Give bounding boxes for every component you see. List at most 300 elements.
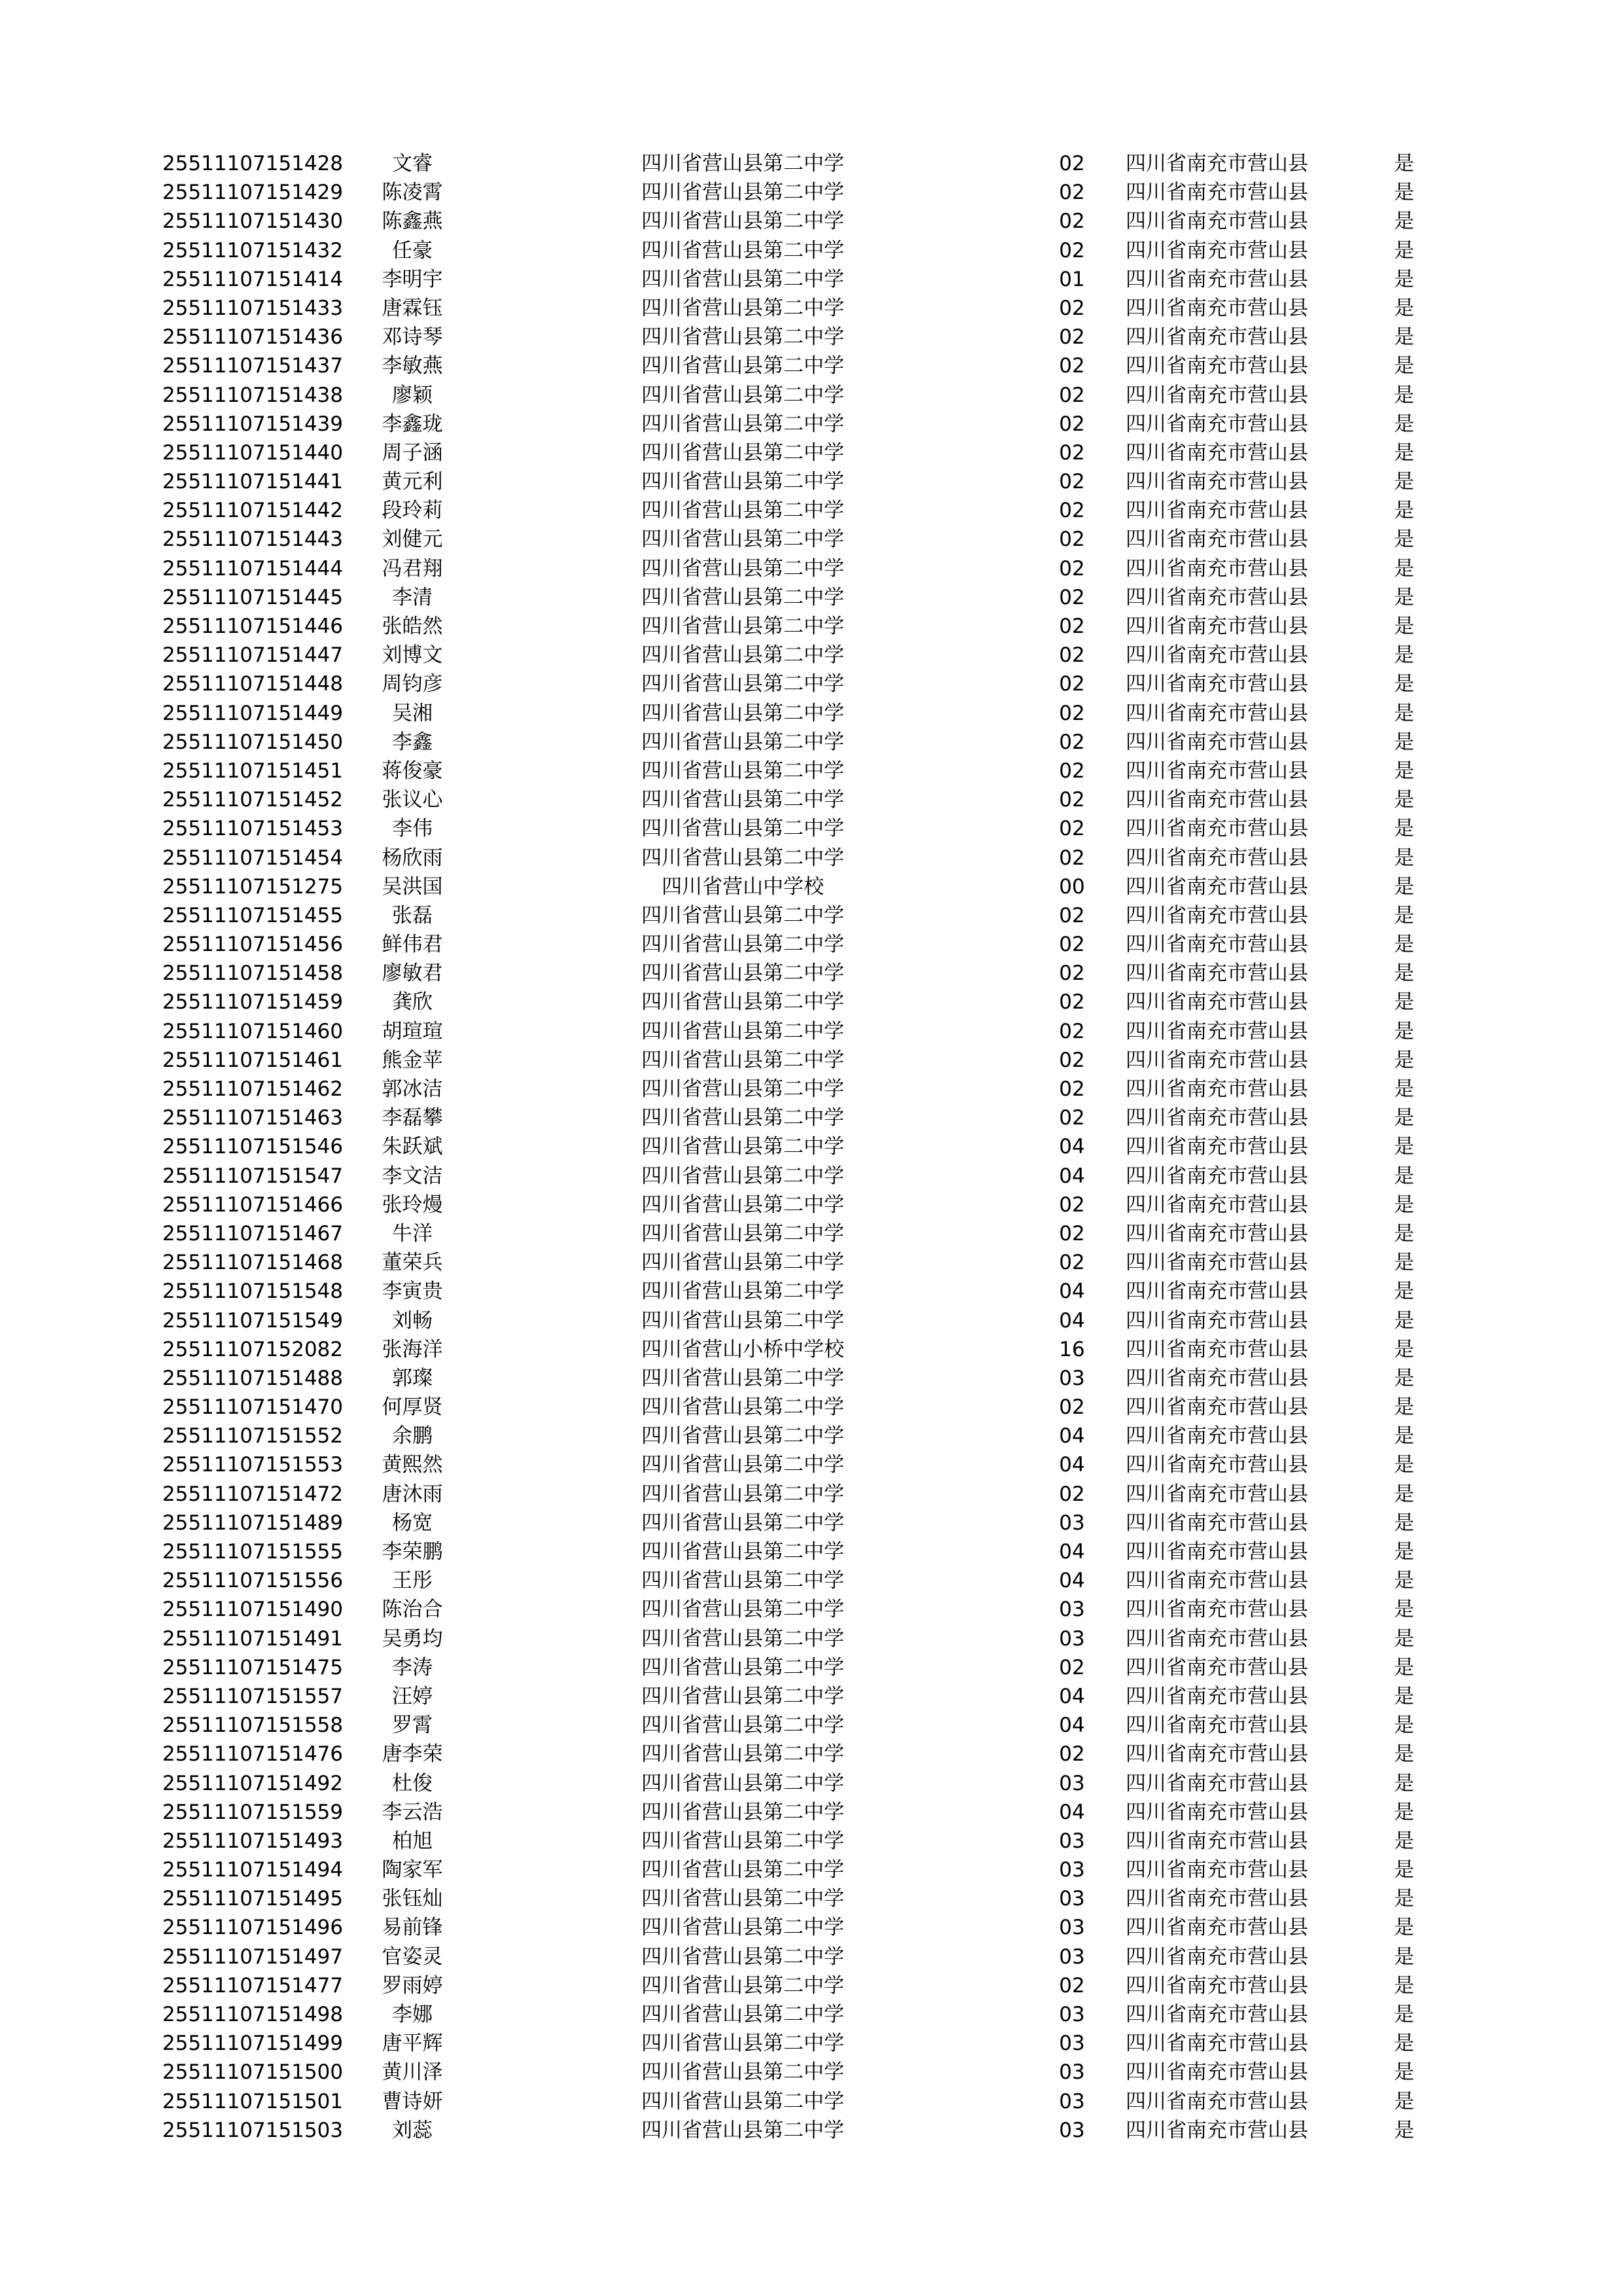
student-name: 何厚贤 — [382, 1395, 443, 1420]
table-row — [0, 1943, 1623, 1971]
school-code: 04 — [1059, 1280, 1085, 1304]
table-row — [0, 641, 1623, 670]
region-name: 四川省南充市营山县 — [1126, 152, 1308, 175]
status-flag: 是 — [1394, 759, 1414, 783]
region-name: 四川省南充市营山县 — [1126, 499, 1308, 523]
school-name: 四川省营山县第二中学 — [641, 1453, 844, 1477]
table-row — [0, 178, 1623, 207]
school-name: 四川省营山县第二中学 — [641, 1684, 844, 1708]
student-id: 25511107151433 — [162, 296, 344, 320]
region-name: 四川省南充市营山县 — [1126, 1048, 1308, 1072]
student-id: 25511107151428 — [162, 152, 344, 175]
student-id: 25511107151453 — [162, 817, 344, 841]
status-flag: 是 — [1394, 1569, 1414, 1593]
student-id: 25511107151449 — [162, 701, 344, 725]
region-name: 四川省南充市营山县 — [1126, 1771, 1308, 1795]
student-name: 刘蕊 — [392, 2118, 433, 2142]
status-flag: 是 — [1394, 2060, 1414, 2085]
student-id: 25511107151461 — [162, 1048, 344, 1072]
table-row — [0, 265, 1623, 294]
school-name: 四川省营山县第二中学 — [641, 354, 844, 378]
student-name: 蒋俊豪 — [382, 759, 443, 783]
status-flag: 是 — [1394, 1221, 1414, 1246]
region-name: 四川省南充市营山县 — [1126, 672, 1308, 696]
table-row — [0, 699, 1623, 728]
student-name: 陶家军 — [382, 1858, 443, 1882]
school-name: 四川省营山县第二中学 — [641, 1945, 844, 1969]
school-code: 02 — [1059, 325, 1085, 350]
school-name: 四川省营山县第二中学 — [641, 933, 844, 957]
school-code: 02 — [1059, 556, 1085, 581]
school-name: 四川省营山县第二中学 — [641, 1887, 844, 1911]
region-name: 四川省南充市营山县 — [1126, 1626, 1308, 1651]
school-code: 02 — [1059, 961, 1085, 986]
school-code: 04 — [1059, 1424, 1085, 1448]
table-row — [0, 1248, 1623, 1277]
student-id: 25511107151489 — [162, 1511, 344, 1535]
student-name: 朱跃斌 — [382, 1135, 443, 1159]
school-name: 四川省营山县第二中学 — [641, 209, 844, 234]
school-name: 四川省营山县第二中学 — [641, 1424, 844, 1448]
region-name: 四川省南充市营山县 — [1126, 730, 1308, 754]
region-name: 四川省南充市营山县 — [1126, 1164, 1308, 1188]
student-id: 25511107151495 — [162, 1887, 344, 1911]
student-id: 25511107151444 — [162, 556, 344, 581]
school-name: 四川省营山县第二中学 — [641, 181, 844, 205]
region-name: 四川省南充市营山县 — [1126, 354, 1308, 378]
status-flag: 是 — [1394, 238, 1414, 262]
region-name: 四川省南充市营山县 — [1126, 1337, 1308, 1361]
student-name: 张议心 — [382, 788, 443, 812]
status-flag: 是 — [1394, 152, 1414, 175]
school-name: 四川省营山县第二中学 — [641, 1713, 844, 1738]
school-name: 四川省营山县第二中学 — [641, 1858, 844, 1882]
table-row — [0, 1769, 1623, 1798]
student-id: 25511107151454 — [162, 846, 344, 870]
region-name: 四川省南充市营山县 — [1126, 181, 1308, 205]
student-id: 25511107151456 — [162, 933, 344, 957]
school-name: 四川省营山县第二中学 — [641, 2003, 844, 2026]
table-row — [0, 1595, 1623, 1624]
student-name: 黄熙然 — [382, 1453, 443, 1477]
student-id: 25511107151445 — [162, 585, 344, 609]
school-name: 四川省营山县第二中学 — [641, 1019, 844, 1043]
school-code: 03 — [1059, 1511, 1085, 1535]
school-name: 四川省营山县第二中学 — [641, 152, 844, 175]
student-name: 文睿 — [392, 152, 433, 175]
school-name: 四川省营山县第二中学 — [641, 585, 844, 609]
school-code: 02 — [1059, 440, 1085, 465]
school-code: 03 — [1059, 1598, 1085, 1622]
table-row — [0, 351, 1623, 380]
student-name: 唐霖钰 — [382, 296, 443, 320]
student-id: 25511107151441 — [162, 470, 344, 494]
region-name: 四川省南充市营山县 — [1126, 470, 1308, 494]
table-row — [0, 1509, 1623, 1537]
school-name: 四川省营山县第二中学 — [641, 1048, 844, 1072]
student-name: 周钧彦 — [382, 672, 443, 696]
student-name: 杨欣雨 — [382, 846, 443, 870]
status-flag: 是 — [1394, 2089, 1414, 2113]
table-row — [0, 1566, 1623, 1595]
school-code: 02 — [1059, 990, 1085, 1014]
student-name: 黄川泽 — [382, 2060, 443, 2085]
table-row — [0, 1364, 1623, 1393]
school-name: 四川省营山县第二中学 — [641, 1569, 844, 1593]
school-code: 02 — [1059, 788, 1085, 812]
student-id: 25511107151443 — [162, 528, 344, 552]
school-name: 四川省营山县第二中学 — [641, 325, 844, 350]
status-flag: 是 — [1394, 1395, 1414, 1420]
status-flag: 是 — [1394, 672, 1414, 696]
school-code: 04 — [1059, 1684, 1085, 1708]
status-flag: 是 — [1394, 1858, 1414, 1882]
status-flag: 是 — [1394, 296, 1414, 320]
school-name: 四川省营山中学校 — [662, 874, 824, 899]
student-id: 25511107151429 — [162, 181, 344, 205]
student-name: 杨宽 — [392, 1511, 433, 1535]
student-id: 25511107151472 — [162, 1482, 344, 1506]
status-flag: 是 — [1394, 961, 1414, 986]
status-flag: 是 — [1394, 412, 1414, 436]
table-row — [0, 2029, 1623, 2058]
school-name: 四川省营山县第二中学 — [641, 499, 844, 523]
table-row — [0, 901, 1623, 930]
school-code: 00 — [1059, 874, 1085, 899]
region-name: 四川省南充市营山县 — [1126, 788, 1308, 812]
school-code: 03 — [1059, 1916, 1085, 1940]
status-flag: 是 — [1394, 846, 1414, 870]
table-row — [0, 381, 1623, 410]
table-row — [0, 785, 1623, 814]
student-name: 张玲熳 — [382, 1193, 443, 1217]
student-name: 李云浩 — [382, 1800, 443, 1824]
status-flag: 是 — [1394, 1742, 1414, 1767]
student-name: 张钰灿 — [382, 1887, 443, 1911]
table-row — [0, 1335, 1623, 1364]
status-flag: 是 — [1394, 990, 1414, 1014]
student-name: 董荣兵 — [382, 1251, 443, 1275]
table-row — [0, 1653, 1623, 1682]
status-flag: 是 — [1394, 903, 1414, 927]
table-row — [0, 1624, 1623, 1653]
school-code: 02 — [1059, 1395, 1085, 1420]
status-flag: 是 — [1394, 1193, 1414, 1217]
student-id: 25511107151547 — [162, 1164, 344, 1188]
school-name: 四川省营山县第二中学 — [641, 1366, 844, 1390]
table-row — [0, 1827, 1623, 1856]
student-id: 25511107151455 — [162, 903, 344, 927]
student-name: 李文洁 — [382, 1164, 443, 1188]
table-row — [0, 872, 1623, 901]
student-name: 王彤 — [392, 1569, 433, 1593]
student-id: 25511107151438 — [162, 383, 344, 407]
region-name: 四川省南充市营山县 — [1126, 933, 1308, 957]
student-id: 25511107151437 — [162, 354, 344, 378]
status-flag: 是 — [1394, 1482, 1414, 1506]
table-row — [0, 1103, 1623, 1132]
school-name: 四川省营山县第二中学 — [641, 1916, 844, 1940]
student-id: 25511107151459 — [162, 990, 344, 1014]
table-row — [0, 1306, 1623, 1335]
school-code: 02 — [1059, 1077, 1085, 1101]
student-id: 25511107151466 — [162, 1193, 344, 1217]
status-flag: 是 — [1394, 1511, 1414, 1535]
school-code: 03 — [1059, 1626, 1085, 1651]
school-name: 四川省营山县第二中学 — [641, 1829, 844, 1853]
school-code: 02 — [1059, 383, 1085, 407]
school-code: 02 — [1059, 643, 1085, 668]
student-id: 25511107151553 — [162, 1453, 344, 1477]
status-flag: 是 — [1394, 817, 1414, 841]
region-name: 四川省南充市营山县 — [1126, 990, 1308, 1014]
status-flag: 是 — [1394, 874, 1414, 899]
school-code: 03 — [1059, 1366, 1085, 1390]
region-name: 四川省南充市营山县 — [1126, 1453, 1308, 1477]
student-id: 25511107151555 — [162, 1540, 344, 1564]
status-flag: 是 — [1394, 1251, 1414, 1275]
school-code: 02 — [1059, 1221, 1085, 1246]
student-name: 刘博文 — [382, 643, 443, 668]
student-name: 陈凌霄 — [382, 181, 443, 205]
student-id: 25511107151492 — [162, 1771, 344, 1795]
student-name: 陈治合 — [382, 1598, 443, 1622]
region-name: 四川省南充市营山县 — [1126, 846, 1308, 870]
table-row — [0, 1537, 1623, 1566]
student-id: 25511107151476 — [162, 1742, 344, 1767]
student-name: 刘健元 — [382, 528, 443, 552]
student-id: 25511107151548 — [162, 1280, 344, 1304]
school-name: 四川省营山县第二中学 — [641, 1193, 844, 1217]
region-name: 四川省南充市营山县 — [1126, 615, 1308, 638]
region-name: 四川省南充市营山县 — [1126, 2032, 1308, 2056]
school-code: 02 — [1059, 701, 1085, 725]
student-name: 余鹏 — [392, 1424, 433, 1448]
region-name: 四川省南充市营山县 — [1126, 1945, 1308, 1969]
region-name: 四川省南充市营山县 — [1126, 1858, 1308, 1882]
school-code: 04 — [1059, 1800, 1085, 1824]
student-name: 李清 — [392, 585, 433, 609]
status-flag: 是 — [1394, 1540, 1414, 1564]
student-id: 25511107151458 — [162, 961, 344, 986]
student-id: 25511107151442 — [162, 499, 344, 523]
status-flag: 是 — [1394, 383, 1414, 407]
table-row — [0, 1017, 1623, 1046]
student-id: 25511107151496 — [162, 1916, 344, 1940]
school-name: 四川省营山县第二中学 — [641, 1626, 844, 1651]
student-id: 25511107151468 — [162, 1251, 344, 1275]
student-name: 周子涵 — [382, 440, 443, 465]
table-row — [0, 1798, 1623, 1827]
school-name: 四川省营山县第二中学 — [641, 556, 844, 581]
status-flag: 是 — [1394, 209, 1414, 234]
student-id: 25511107151488 — [162, 1366, 344, 1390]
table-row — [0, 1393, 1623, 1422]
school-name: 四川省营山县第二中学 — [641, 1482, 844, 1506]
student-id: 25511107151467 — [162, 1221, 344, 1246]
student-name: 杜俊 — [392, 1771, 433, 1795]
school-name: 四川省营山县第二中学 — [641, 2060, 844, 2085]
school-name: 四川省营山小桥中学校 — [641, 1337, 844, 1361]
status-flag: 是 — [1394, 1019, 1414, 1043]
student-id: 25511107151557 — [162, 1684, 344, 1708]
table-row — [0, 1219, 1623, 1248]
school-code: 03 — [1059, 2060, 1085, 2085]
region-name: 四川省南充市营山县 — [1126, 1366, 1308, 1390]
student-name: 段玲莉 — [382, 499, 443, 523]
school-name: 四川省营山县第二中学 — [641, 528, 844, 552]
school-code: 02 — [1059, 1655, 1085, 1679]
table-row — [0, 1132, 1623, 1161]
school-name: 四川省营山县第二中学 — [641, 1540, 844, 1564]
table-row — [0, 1913, 1623, 1942]
table-row — [0, 1075, 1623, 1103]
region-name: 四川省南充市营山县 — [1126, 961, 1308, 986]
status-flag: 是 — [1394, 1973, 1414, 1998]
student-name: 邓诗琴 — [382, 325, 443, 350]
student-id: 25511107151452 — [162, 788, 344, 812]
school-code: 02 — [1059, 1973, 1085, 1998]
table-row — [0, 959, 1623, 988]
student-name: 郭璨 — [392, 1366, 433, 1390]
school-name: 四川省营山县第二中学 — [641, 643, 844, 668]
school-code: 02 — [1059, 1193, 1085, 1217]
region-name: 四川省南充市营山县 — [1126, 1916, 1308, 1940]
table-row — [0, 1971, 1623, 2000]
table-row — [0, 2000, 1623, 2029]
school-code: 03 — [1059, 2089, 1085, 2113]
school-name: 四川省营山县第二中学 — [641, 1251, 844, 1275]
table-row — [0, 1682, 1623, 1711]
region-name: 四川省南充市营山县 — [1126, 874, 1308, 899]
region-name: 四川省南充市营山县 — [1126, 643, 1308, 668]
student-name: 罗雨婷 — [382, 1973, 443, 1998]
region-name: 四川省南充市营山县 — [1126, 1713, 1308, 1738]
region-name: 四川省南充市营山县 — [1126, 296, 1308, 320]
student-id: 25511107151451 — [162, 759, 344, 783]
table-row — [0, 583, 1623, 612]
student-id: 25511107151430 — [162, 209, 344, 234]
student-name: 官姿灵 — [382, 1945, 443, 1969]
table-row — [0, 2116, 1623, 2145]
student-name: 唐平辉 — [382, 2032, 443, 2056]
status-flag: 是 — [1394, 1626, 1414, 1651]
school-code: 02 — [1059, 1048, 1085, 1072]
region-name: 四川省南充市营山县 — [1126, 903, 1308, 927]
school-code: 04 — [1059, 1308, 1085, 1333]
student-id: 25511107151556 — [162, 1569, 344, 1593]
student-name: 陈鑫燕 — [382, 209, 443, 234]
school-name: 四川省营山县第二中学 — [641, 1655, 844, 1679]
table-row — [0, 294, 1623, 323]
school-code: 03 — [1059, 2118, 1085, 2142]
status-flag: 是 — [1394, 2118, 1414, 2142]
region-name: 四川省南充市营山县 — [1126, 412, 1308, 436]
school-code: 03 — [1059, 2003, 1085, 2026]
school-name: 四川省营山县第二中学 — [641, 383, 844, 407]
student-name: 牛洋 — [392, 1221, 433, 1246]
region-name: 四川省南充市营山县 — [1126, 2060, 1308, 2085]
student-name: 李伟 — [392, 817, 433, 841]
region-name: 四川省南充市营山县 — [1126, 1742, 1308, 1767]
school-code: 03 — [1059, 1945, 1085, 1969]
student-name: 柏旭 — [392, 1829, 433, 1853]
status-flag: 是 — [1394, 1308, 1414, 1333]
status-flag: 是 — [1394, 1453, 1414, 1477]
student-name: 唐李荣 — [382, 1742, 443, 1767]
table-row — [0, 207, 1623, 236]
table-row — [0, 728, 1623, 757]
student-id: 25511107151499 — [162, 2032, 344, 2056]
student-id: 25511107151503 — [162, 2118, 344, 2142]
student-id: 25511107151447 — [162, 643, 344, 668]
table-row — [0, 496, 1623, 525]
school-code: 02 — [1059, 181, 1085, 205]
region-name: 四川省南充市营山县 — [1126, 759, 1308, 783]
student-id: 25511107151559 — [162, 1800, 344, 1824]
school-code: 03 — [1059, 1858, 1085, 1882]
student-id: 25511107151463 — [162, 1106, 344, 1130]
region-name: 四川省南充市营山县 — [1126, 1887, 1308, 1911]
school-code: 02 — [1059, 817, 1085, 841]
student-id: 25511107151477 — [162, 1973, 344, 1998]
status-flag: 是 — [1394, 643, 1414, 668]
school-name: 四川省营山县第二中学 — [641, 759, 844, 783]
status-flag: 是 — [1394, 1048, 1414, 1072]
school-code: 02 — [1059, 1106, 1085, 1130]
student-id: 25511107151450 — [162, 730, 344, 754]
student-id: 25511107151494 — [162, 1858, 344, 1882]
school-code: 02 — [1059, 1019, 1085, 1043]
student-name: 李娜 — [392, 2003, 433, 2026]
region-name: 四川省南充市营山县 — [1126, 2089, 1308, 2113]
student-name: 易前锋 — [382, 1916, 443, 1940]
student-name: 刘畅 — [392, 1308, 433, 1333]
table-row — [0, 2087, 1623, 2116]
school-name: 四川省营山县第二中学 — [641, 2089, 844, 2113]
school-name: 四川省营山县第二中学 — [641, 817, 844, 841]
table-row — [0, 1191, 1623, 1219]
status-flag: 是 — [1394, 1916, 1414, 1940]
status-flag: 是 — [1394, 325, 1414, 350]
school-code: 02 — [1059, 1742, 1085, 1767]
status-flag: 是 — [1394, 1077, 1414, 1101]
region-name: 四川省南充市营山县 — [1126, 585, 1308, 609]
status-flag: 是 — [1394, 1337, 1414, 1361]
student-id: 25511107151475 — [162, 1655, 344, 1679]
status-flag: 是 — [1394, 1887, 1414, 1911]
school-code: 02 — [1059, 730, 1085, 754]
region-name: 四川省南充市营山县 — [1126, 209, 1308, 234]
status-flag: 是 — [1394, 267, 1414, 291]
student-name: 曹诗妍 — [382, 2089, 443, 2113]
student-id: 25511107151275 — [162, 874, 344, 899]
school-name: 四川省营山县第二中学 — [641, 2118, 844, 2142]
school-code: 04 — [1059, 1453, 1085, 1477]
school-code: 02 — [1059, 412, 1085, 436]
region-name: 四川省南充市营山县 — [1126, 383, 1308, 407]
region-name: 四川省南充市营山县 — [1126, 1511, 1308, 1535]
status-flag: 是 — [1394, 528, 1414, 552]
table-row — [0, 844, 1623, 872]
school-name: 四川省营山县第二中学 — [641, 615, 844, 638]
school-code: 02 — [1059, 585, 1085, 609]
student-id: 25511107151490 — [162, 1598, 344, 1622]
student-id: 25511107151448 — [162, 672, 344, 696]
school-code: 02 — [1059, 528, 1085, 552]
student-id: 25511107151470 — [162, 1395, 344, 1420]
school-name: 四川省营山县第二中学 — [641, 672, 844, 696]
